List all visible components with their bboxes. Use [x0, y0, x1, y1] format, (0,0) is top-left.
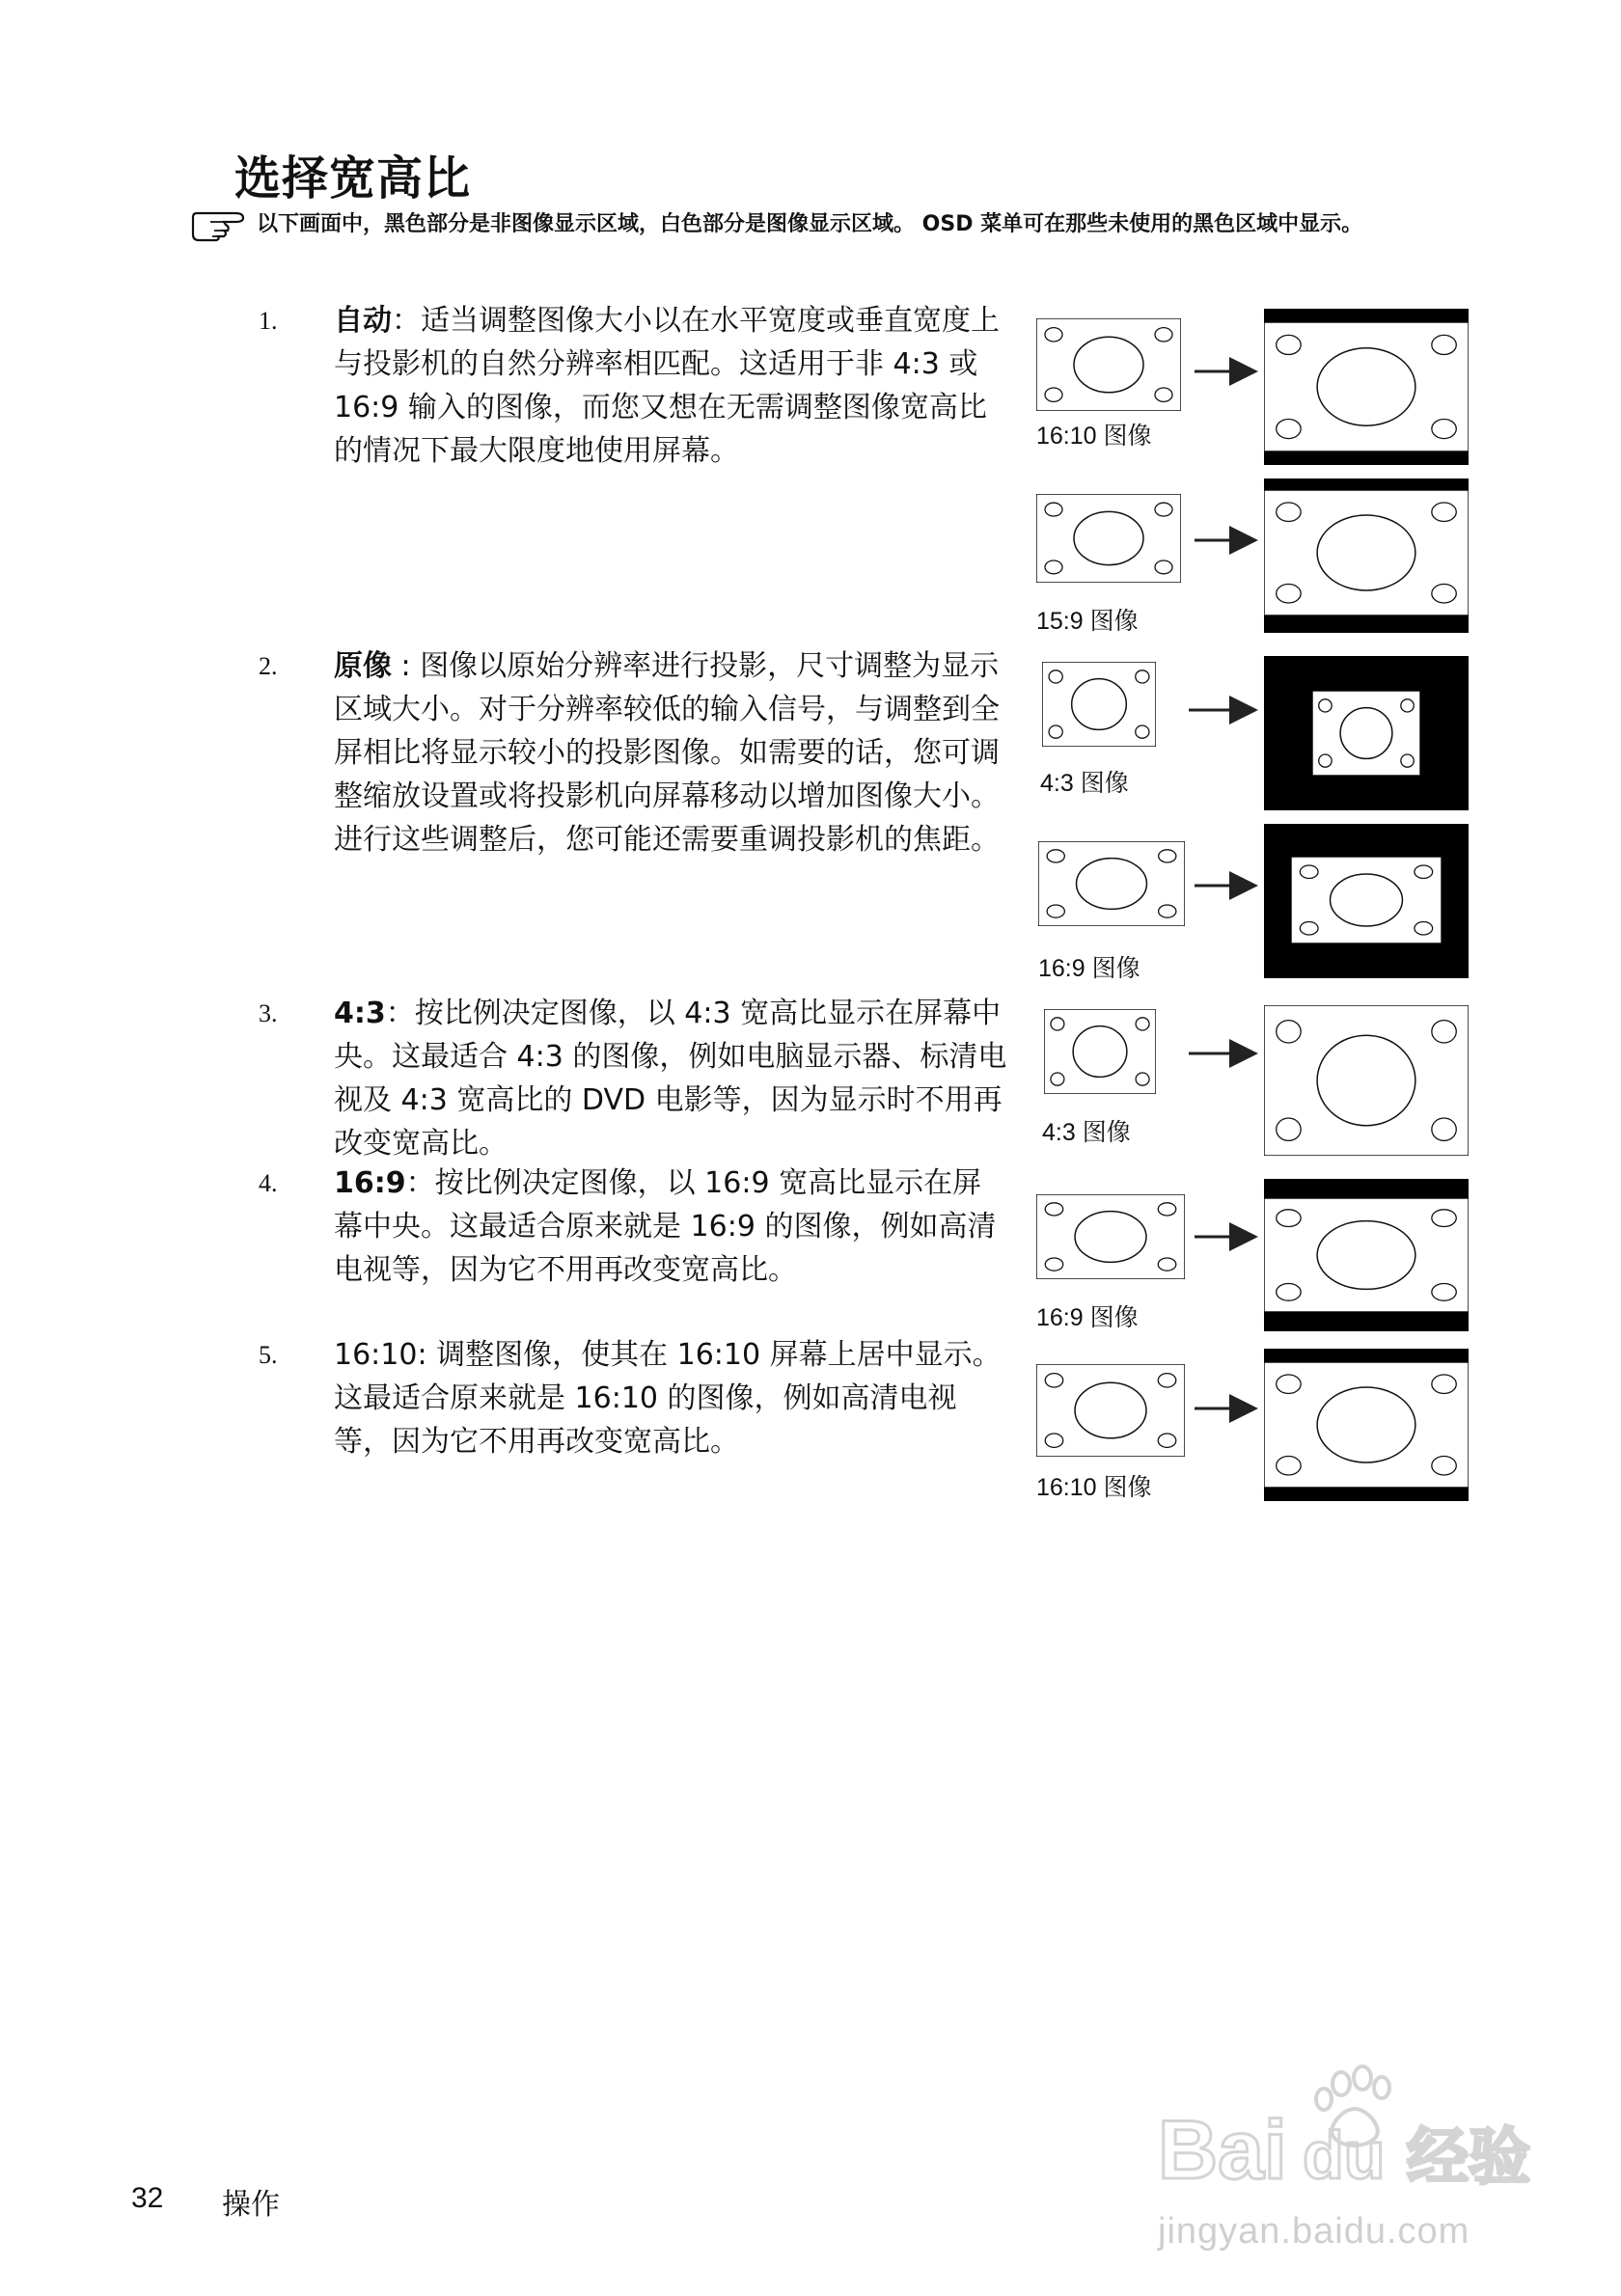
- list-item: [334, 992, 1009, 1165]
- item-number: 3.: [259, 999, 278, 1027]
- item-description: 16:10: 调整图像，使其在 16:10 屏幕上居中显示。这最适合原来就是 16:10 的图像，例如高清电视等，因为它不用再改变宽高比。: [334, 1338, 1002, 1459]
- item-separator: :: [392, 649, 421, 683]
- watermark-url: jingyan.baidu.com: [1158, 2211, 1470, 2252]
- item-number: 5.: [259, 1341, 278, 1369]
- item-term: 自动: [334, 304, 392, 338]
- item-separator: ：: [392, 304, 421, 338]
- page-title: 选择宽高比: [234, 151, 472, 205]
- svg-text:Bai: Bai: [1158, 2104, 1287, 2197]
- figure-label: 15:9 图像: [1036, 608, 1139, 635]
- item-term: 4:3: [334, 997, 386, 1030]
- item-number: 4.: [259, 1169, 278, 1197]
- item-separator: ：: [385, 997, 415, 1030]
- list-item: [334, 299, 1009, 473]
- item-number: 2.: [259, 652, 278, 680]
- item-description: 适当调整图像大小以在水平宽度或垂直宽度上与投影机的自然分辨率相匹配。这适用于非 4:3 或 16:9 输入的图像，而您又想在无需调整图像宽高比的情况下最大限度地使用屏幕。: [334, 304, 1000, 468]
- note-text: 以下画面中，黑色部分是非图像显示区域，白色部分是图像显示区域。 OSD 菜单可在那些未使用的黑色区域中显示。: [257, 212, 1363, 236]
- item-number: 1.: [259, 307, 278, 335]
- baidu-jingyan-watermark-logo: [1158, 2055, 1544, 2209]
- item-description: 按比例决定图像，以 4:3 宽高比显示在屏幕中央。这最适合 4:3 的图像，例如电脑显示器、标清电视及 4:3 宽高比的 DVD 电影等，因为显示时不用再改变宽高比。: [334, 997, 1007, 1161]
- figure-label: 16:9 图像: [1036, 1304, 1139, 1331]
- item-separator: ：: [405, 1166, 435, 1200]
- section-name: 操作: [222, 2188, 280, 2222]
- page-number: 32: [131, 2182, 164, 2214]
- item-description: 按比例决定图像，以 16:9 宽高比显示在屏幕中央。这最适合原来就是 16:9 的图像，例如高清电视等，因为它不用再改变宽高比。: [334, 1166, 997, 1287]
- figure-label: 4:3 图像: [1042, 1119, 1131, 1146]
- item-description: 图像以原始分辨率进行投影，尺寸调整为显示区域大小。对于分辨率较低的输入信号，与调整到全屏相比将显示较小的投影图像。如需要的话，您可调整缩放设置或将投影机向屏幕移动以增加图像大小。进行这些调整后，您可能还需要重调投影机的焦距。: [334, 649, 1000, 857]
- list-item: [334, 644, 1009, 861]
- pointing-hand-icon: [189, 209, 249, 242]
- list-item: [334, 1333, 1009, 1463]
- svg-text:经验: 经验: [1407, 2122, 1530, 2194]
- figure-label: 4:3 图像: [1040, 770, 1129, 797]
- figure-label: 16:10 图像: [1036, 1474, 1152, 1501]
- item-term: 原像: [334, 649, 392, 683]
- svg-text:du: du: [1303, 2118, 1386, 2193]
- list-item: [334, 1162, 1009, 1292]
- item-term: 16:9: [334, 1166, 406, 1200]
- figure-label: 16:9 图像: [1038, 955, 1140, 982]
- figure-label: 16:10 图像: [1036, 423, 1152, 450]
